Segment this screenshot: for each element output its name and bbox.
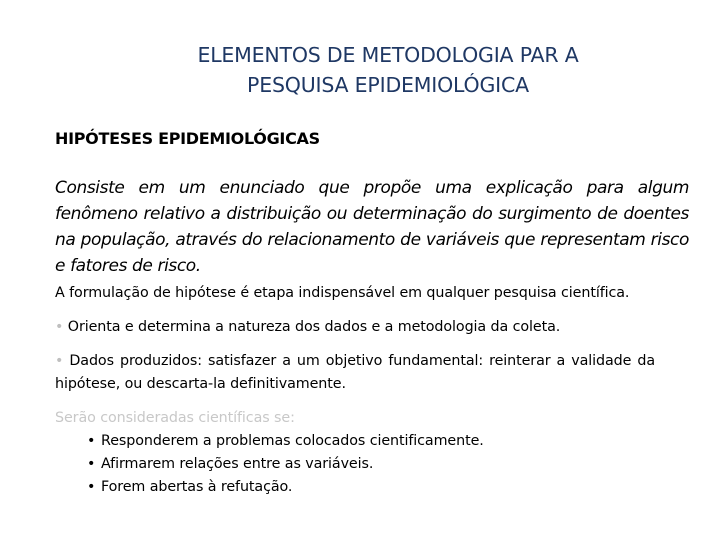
definition-paragraph: Consiste em um enunciado que propõe uma explicação para algum fenômeno relativo a distribuição ou determinação do surgimento de doentes na população, através do relacionamento de variáveis que representam risco e fatores de risco.	[55, 178, 689, 276]
bullet-item-2-text: Dados produzidos: satisfazer a um objetivo fundamental: reinterar a validade da hipótese, ou descarta-la definitivamente.	[55, 353, 655, 392]
bullet-item-1-text: Orienta e determina a natureza dos dados e a metodologia da coleta.	[67, 319, 561, 335]
slide-title-line-1: ELEMENTOS DE METODOLOGIA PAR A	[197, 43, 579, 67]
list-item: • Forem abertas à refutação.	[87, 476, 695, 499]
bullet-item-1	[55, 316, 695, 339]
slide-title	[60, 40, 716, 100]
criteria-intro: Serão consideradas científicas se:	[55, 410, 295, 426]
list-item: • Responderem a problemas colocados cientificamente.	[87, 430, 695, 453]
section-heading: HIPÓTESES EPIDEMIOLÓGICAS	[55, 129, 320, 148]
bullet-dot-icon: •	[55, 353, 64, 369]
criteria-list	[55, 430, 695, 499]
bullet-dot-icon: •	[87, 433, 96, 449]
formulation-paragraph: A formulação de hipótese é etapa indispensável em qualquer pesquisa científica.	[55, 285, 630, 301]
bullet-item-2	[55, 350, 655, 396]
criteria-block	[55, 407, 695, 499]
slide-title-line-2: PESQUISA EPIDEMIOLÓGICA	[247, 73, 529, 97]
list-item: • Afirmarem relações entre as variáveis.	[87, 453, 695, 476]
bullet-dot-icon: •	[87, 479, 96, 495]
bullet-dot-icon: •	[87, 456, 96, 472]
bullet-dot-icon: •	[55, 319, 64, 335]
